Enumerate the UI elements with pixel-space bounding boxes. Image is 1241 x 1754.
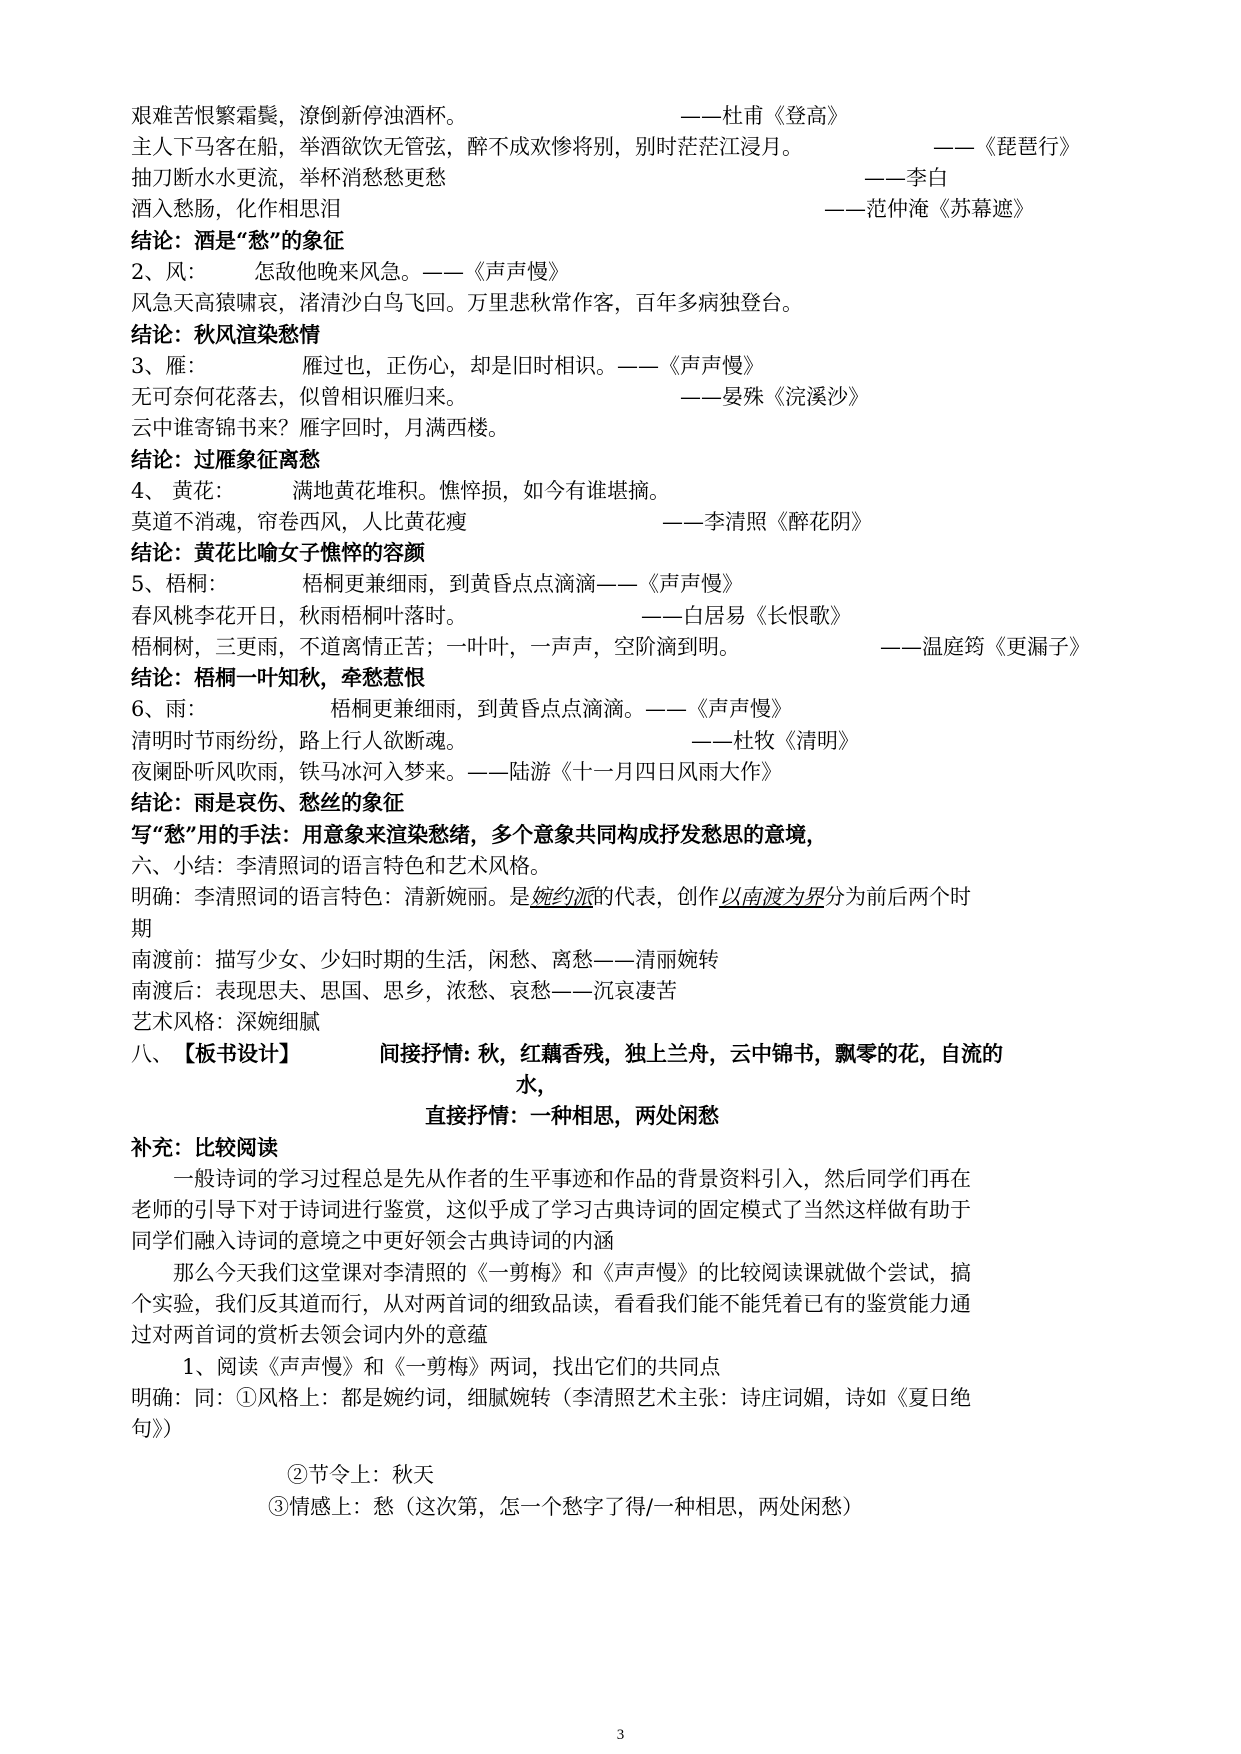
common-point-emotion: ③情感上：愁（这次第，怎一个愁字了得/一种相思，两处闲愁） bbox=[268, 1495, 864, 1519]
board-design: 八、 【板书设计】 间接抒情: 秋，红藕香残，独上兰舟，云中锦书，飘零的花，自流的 bbox=[131, 1038, 1131, 1070]
poem-line: 抽刀断水水更流，举杯消愁愁更愁 ——李白 bbox=[131, 166, 948, 190]
common-point-style-wrap: 句》） bbox=[131, 1417, 184, 1441]
term-wanyue: 婉约派 bbox=[530, 885, 593, 909]
image-heading: 4、 黄花： 满地黄花堆积。憔悴损，如今有谁堪摘。 bbox=[131, 479, 670, 503]
poem-line: 风急天高猿啸哀，渚清沙白鸟飞回。万里悲秋常作客，百年多病独登台。 bbox=[131, 291, 803, 315]
common-point-season: ②节令上：秋天 bbox=[287, 1463, 434, 1487]
paragraph-line: 过对两首词的赏析去领会词内外的意蕴 bbox=[131, 1323, 488, 1347]
poem-line: 艰难苦恨繁霜鬓，潦倒新停浊酒杯。 ——杜甫《登高》 bbox=[131, 104, 848, 128]
image-heading: 3、雁： 雁过也，正伤心，却是旧时相识。——《声声慢》 bbox=[131, 354, 764, 378]
summary-heading: 六、小结：李清照词的语言特色和艺术风格。 bbox=[131, 854, 551, 878]
summary-clarify-wrap: 期 bbox=[131, 917, 152, 941]
conclusion: 结论：秋风渲染愁情 bbox=[131, 322, 320, 347]
board-title: 【板书设计】 bbox=[174, 1041, 300, 1066]
term-nandu: 以南渡为界 bbox=[719, 885, 824, 909]
poem-line: 莫道不消魂，帘卷西风，人比黄花瘦 ——李清照《醉花阴》 bbox=[131, 510, 872, 534]
paragraph-line: 同学们融入诗词的意境之中更好领会古典诗词的内涵 bbox=[131, 1229, 614, 1253]
image-heading: 6、雨： 梧桐更兼细雨，到黄昏点点滴滴。——《声声慢》 bbox=[131, 697, 792, 721]
conclusion: 结论：黄花比喻女子憔悴的容颜 bbox=[131, 540, 425, 565]
paragraph-line: 那么今天我们这堂课对李清照的《一剪梅》和《声声慢》的比较阅读课就做个尝试，搞 bbox=[173, 1261, 971, 1285]
board-direct: 直接抒情：一种相思，两处闲愁 bbox=[425, 1103, 719, 1128]
paragraph-line: 一般诗词的学习过程总是先从作者的生平事迹和作品的背景资料引入，然后同学们再在 bbox=[173, 1167, 971, 1191]
page-number: 3 bbox=[616, 1727, 625, 1743]
poem-line: 云中谁寄锦书来？雁字回时，月满西楼。 bbox=[131, 416, 509, 440]
conclusion: 结论：梧桐一叶知秋，牵愁惹恨 bbox=[131, 665, 425, 690]
board-indirect-wrap: 水， bbox=[516, 1072, 558, 1097]
poem-line: 主人下马客在船，举酒欲饮无管弦，醉不成欢惨将别，别时茫茫江浸月。 ——《琵琶行》 bbox=[131, 135, 1080, 159]
poem-line: 酒入愁肠，化作相思泪 ——范仲淹《苏幕遮》 bbox=[131, 197, 1034, 221]
paragraph-line: 老师的引导下对于诗词进行鉴赏，这似乎成了学习古典诗词的固定模式了当然这样做有助于 bbox=[131, 1198, 971, 1222]
image-heading: 5、梧桐： 梧桐更兼细雨，到黄昏点点滴滴——《声声慢》 bbox=[131, 572, 743, 596]
poem-line: 夜阑卧听风吹雨，铁马冰河入梦来。——陆游《十一月四日风雨大作》 bbox=[131, 760, 782, 784]
board-indirect: 间接抒情: 秋，红藕香残，独上兰舟，云中锦书，飘零的花，自流的 bbox=[379, 1041, 1004, 1066]
conclusion: 结论：过雁象征离愁 bbox=[131, 447, 320, 472]
common-point-style: 明确：同：①风格上：都是婉约词，细腻婉转（李清照艺术主张：诗庄词媚，诗如《夏日绝 bbox=[131, 1386, 971, 1410]
image-heading: 2、风： 怎敌他晚来风急。——《声声慢》 bbox=[131, 260, 569, 284]
poem-line: 清明时节雨纷纷，路上行人欲断魂。 ——杜牧《清明》 bbox=[131, 729, 859, 753]
paragraph-line: 个实验，我们反其道而行，从对两首词的细致品读，看看我们能不能凭着已有的鉴赏能力通 bbox=[131, 1292, 971, 1316]
technique-summary: 写“愁”用的手法：用意象来渲染愁绪，多个意象共同构成抒发愁思的意境， bbox=[131, 822, 828, 847]
poem-line: 梧桐树，三更雨，不道离情正苦；一叶叶，一声声，空阶滴到明。 ——温庭筠《更漏子》 bbox=[131, 635, 1090, 659]
supplement-heading: 补充：比较阅读 bbox=[131, 1135, 278, 1160]
conclusion: 结论：雨是哀伤、愁丝的象征 bbox=[131, 790, 404, 815]
poem-line: 春风桃李花开日，秋雨梧桐叶落时。 ——白居易《长恨歌》 bbox=[131, 604, 851, 628]
summary-before: 南渡前：描写少女、少妇时期的生活，闲愁、离愁——清丽婉转 bbox=[131, 948, 719, 972]
reading-task: 1、阅读《声声慢》和《一剪梅》两词，找出它们的共同点 bbox=[182, 1355, 721, 1379]
summary-after: 南渡后：表现思夫、思国、思乡，浓愁、哀愁——沉哀凄苦 bbox=[131, 979, 677, 1003]
summary-clarify: 明确：李清照词的语言特色：清新婉丽。是婉约派的代表，创作以南渡为界分为前后两个时 bbox=[131, 885, 971, 909]
conclusion: 结论：酒是“愁”的象征 bbox=[131, 228, 345, 253]
summary-style: 艺术风格：深婉细腻 bbox=[131, 1010, 320, 1034]
poem-line: 无可奈何花落去，似曾相识雁归来。 ——晏殊《浣溪沙》 bbox=[131, 385, 869, 409]
